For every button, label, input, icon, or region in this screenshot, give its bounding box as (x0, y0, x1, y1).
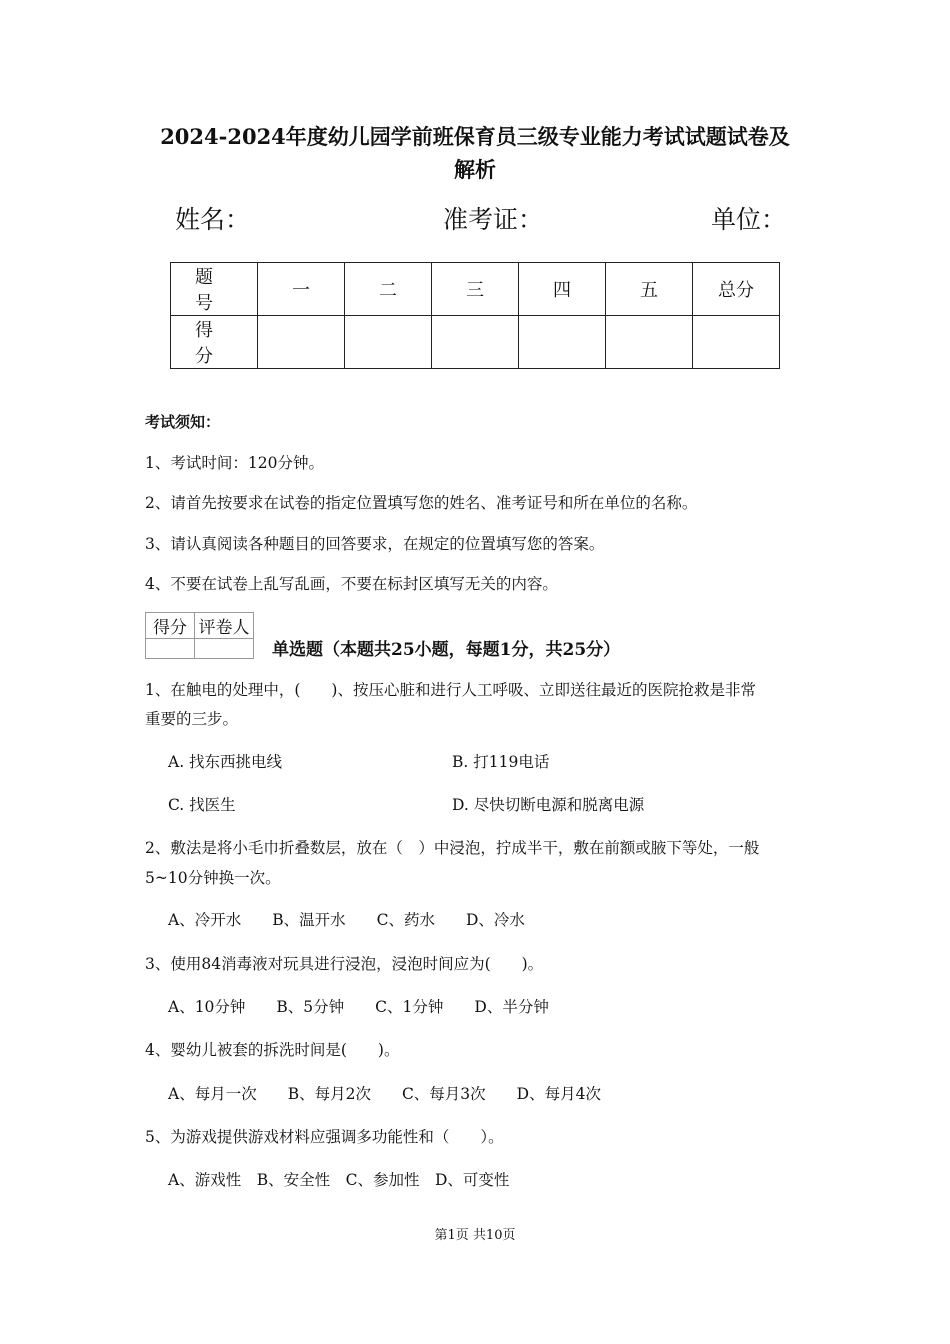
page-footer: 第1页 共10页 (434, 1228, 516, 1243)
score-header-total: 总分 (693, 263, 780, 316)
document-title-line1: 2024-2024年度幼儿园学前班保育员三级专业能力考试试题试卷及 (160, 124, 790, 149)
score-table-score-row (171, 316, 780, 369)
exam-number-field-label: 准考证： (443, 205, 544, 234)
question-5-stem: 5、为游戏提供游戏材料应强调多功能性和（ ）。 (145, 1128, 504, 1146)
grader-reviewer-label: 评卷人 (195, 613, 254, 639)
question-2-options[interactable]: A、冷开水 B、温开水 C、药水 D、冷水 (168, 911, 525, 929)
notice-item-3: 3、请认真阅读各种题目的回答要求，在规定的位置填写您的答案。 (145, 535, 605, 553)
question-2-stem-line1: 2、敷法是将小毛巾折叠数层，放在（ ）中浸泡，拧成半干，敷在前额或腋下等处，一般 (145, 839, 760, 857)
score-cell-1[interactable] (258, 316, 345, 369)
question-1-option-d[interactable]: D. 尽快切断电源和脱离电源 (452, 796, 645, 814)
score-header-1: 一 (258, 263, 345, 316)
notice-item-1: 1、考试时间：120分钟。 (145, 454, 324, 472)
grader-score-label: 得分 (146, 613, 195, 639)
score-cell-4[interactable] (519, 316, 606, 369)
grader-score-cell[interactable] (146, 639, 195, 659)
score-header-3: 三 (432, 263, 519, 316)
score-cell-5[interactable] (606, 316, 693, 369)
document-title-line2: 解析 (454, 157, 496, 182)
score-label: 得 分 (171, 316, 258, 369)
score-cell-3[interactable] (432, 316, 519, 369)
question-number-label: 题 号 (171, 263, 258, 316)
score-cell-total[interactable] (693, 316, 780, 369)
score-header-2: 二 (345, 263, 432, 316)
question-1-option-a[interactable]: A. 找东西挑电线 (168, 753, 283, 771)
score-header-5: 五 (606, 263, 693, 316)
question-3-options[interactable]: A、10分钟 B、5分钟 C、1分钟 D、半分钟 (168, 998, 549, 1016)
question-5-options[interactable]: A、游戏性 B、安全性 C、参加性 D、可变性 (168, 1171, 510, 1189)
name-field-label: 姓名： (175, 205, 251, 234)
question-1-option-c[interactable]: C. 找医生 (168, 796, 236, 814)
grader-box (145, 612, 254, 659)
score-table (170, 262, 780, 369)
question-4-options[interactable]: A、每月一次 B、每月2次 C、每月3次 D、每月4次 (168, 1085, 601, 1103)
question-1-stem-line2: 重要的三步。 (145, 710, 239, 728)
score-table-header-row (171, 263, 780, 316)
score-header-4: 四 (519, 263, 606, 316)
score-cell-2[interactable] (345, 316, 432, 369)
question-1-stem-line1: 1、在触电的处理中，( )、按压心脏和进行人工呼吸、立即送往最近的医院抢救是非常 (145, 681, 756, 699)
question-4-stem: 4、婴幼儿被套的拆洗时间是( )。 (145, 1041, 400, 1059)
question-1-option-b[interactable]: B. 打119电话 (452, 753, 550, 771)
notice-item-4: 4、不要在试卷上乱写乱画，不要在标封区填写无关的内容。 (145, 575, 558, 593)
question-2-stem-line2: 5~10分钟换一次。 (145, 869, 281, 887)
notice-item-2: 2、请首先按要求在试卷的指定位置填写您的姓名、准考证号和所在单位的名称。 (145, 494, 698, 512)
section-heading: 单选题（本题共25小题，每题1分，共25分） (272, 640, 621, 660)
notice-heading: 考试须知： (145, 413, 221, 431)
unit-field-label: 单位： (711, 205, 787, 234)
question-3-stem: 3、使用84消毒液对玩具进行浸泡，浸泡时间应为( )。 (145, 955, 544, 973)
grader-reviewer-cell[interactable] (195, 639, 254, 659)
